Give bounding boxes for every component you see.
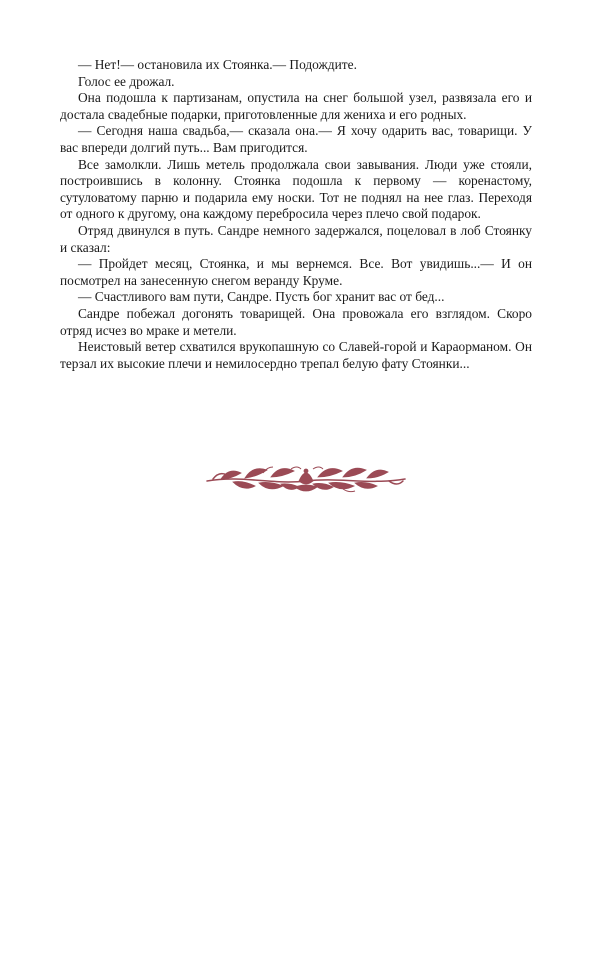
paragraph: Она подошла к партизанам, опустила на снег большой узел, развязала его и достала свадебные подарки, приготовленные для жениха и его родных. [60, 90, 532, 122]
chapter-text [60, 57, 532, 372]
paragraph: Отряд двинулся в путь. Сандре немного задержался, поцеловал в лоб Стоянку и сказал: [60, 222, 532, 255]
paragraph: Сандре побежал догонять товарищей. Она провожала его взглядом. Скоро отряд исчез во мраке и метели. [60, 305, 532, 338]
paragraph: — Пройдет месяц, Стоянка, и мы вернемся. Все. Вот увидишь...— И он посмотрел на занесенную снегом веранду Круме. [60, 256, 532, 288]
paragraph: — Счастливого вам пути, Сандре. Пусть бог хранит вас от бед... [78, 289, 445, 305]
paragraph: Голос ее дрожал. [78, 73, 175, 89]
paragraph: Все замолкли. Лишь метель продолжала свои завывания. Люди уже стояли, построившись в колонну. Стоянка подошла к первому — коренастому, сутуловатому парню и подарила ему носки. Тот не поднял на нее глаз. Переходя от одного к другому, она каждому перебросила через плечо свой подарок. [60, 156, 532, 222]
floral-ornament-icon [203, 459, 409, 499]
paragraph: Неистовый ветер схватился врукопашную со Славей-горой и Караорманом. Он терзал их высокие плечи и немилосердно трепал белую фату Стоянки... [60, 339, 532, 371]
paragraph: — Нет!— остановила их Стоянка.— Подождите. [78, 57, 357, 72]
paragraph: — Сегодня наша свадьба,— сказала она.— Я хочу одарить вас, товарищи. У вас впереди долгий путь... Вам пригодится. [60, 123, 532, 155]
